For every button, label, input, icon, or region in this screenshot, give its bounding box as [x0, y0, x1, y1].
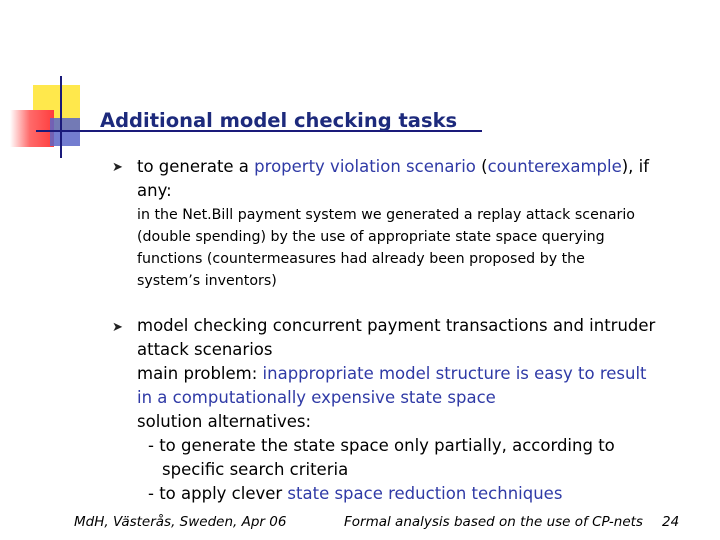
- footer-center: Formal analysis based on the use of CP-nets: [344, 514, 643, 530]
- slide-title: Additional model checking tasks: [100, 109, 458, 132]
- bullet2-text: main problem:: [137, 364, 263, 383]
- bullet1-sub-line: system’s inventors): [137, 273, 277, 289]
- decorative-blue-square: [50, 118, 80, 146]
- bullet2-highlight-problem: inappropriate model structure is easy to result: [262, 364, 647, 383]
- bullet1-text: ), if: [621, 157, 650, 176]
- bullet2-line3: [137, 362, 647, 386]
- bullet2-line7: specific search criteria: [162, 460, 349, 479]
- decorative-vertical-line: [60, 76, 62, 158]
- bullet1-line2: any:: [137, 181, 172, 200]
- arrow-bullet-icon: ➤: [112, 160, 123, 175]
- bullet1-sub-line: (double spending) by the use of appropriate state space querying: [137, 229, 605, 245]
- bullet2-line2: attack scenarios: [137, 340, 273, 359]
- bullet1-text: (: [475, 157, 488, 176]
- page-number: 24: [662, 514, 680, 530]
- bullet2-line1: model checking concurrent payment transactions and intruder: [137, 316, 656, 335]
- bullet1-sub-line: in the Net.Bill payment system we generated a replay attack scenario: [137, 207, 635, 223]
- bullet1-highlight-property-violation: property violation scenario: [254, 157, 476, 176]
- bullet1-highlight-counterexample: counterexample: [487, 157, 622, 176]
- bullet2-line5: solution alternatives:: [137, 412, 312, 431]
- arrow-bullet-icon: ➤: [112, 320, 123, 335]
- bullet2-highlight-reduction: state space reduction techniques: [287, 484, 563, 503]
- bullet1-text: to generate a: [137, 157, 255, 176]
- decorative-red-square: [10, 110, 54, 147]
- bullet1-line1: [137, 155, 649, 179]
- bullet1-sub-line: functions (countermeasures had already been proposed by the: [137, 251, 585, 267]
- bullet2-line4: in a computationally expensive state space: [137, 388, 496, 407]
- bullet2-line6: - to generate the state space only partially, according to: [148, 436, 615, 455]
- bullet2-line8: [148, 482, 562, 506]
- footer-left: MdH, Västerås, Sweden, Apr 06: [74, 514, 287, 530]
- bullet2-text: - to apply clever: [148, 484, 288, 503]
